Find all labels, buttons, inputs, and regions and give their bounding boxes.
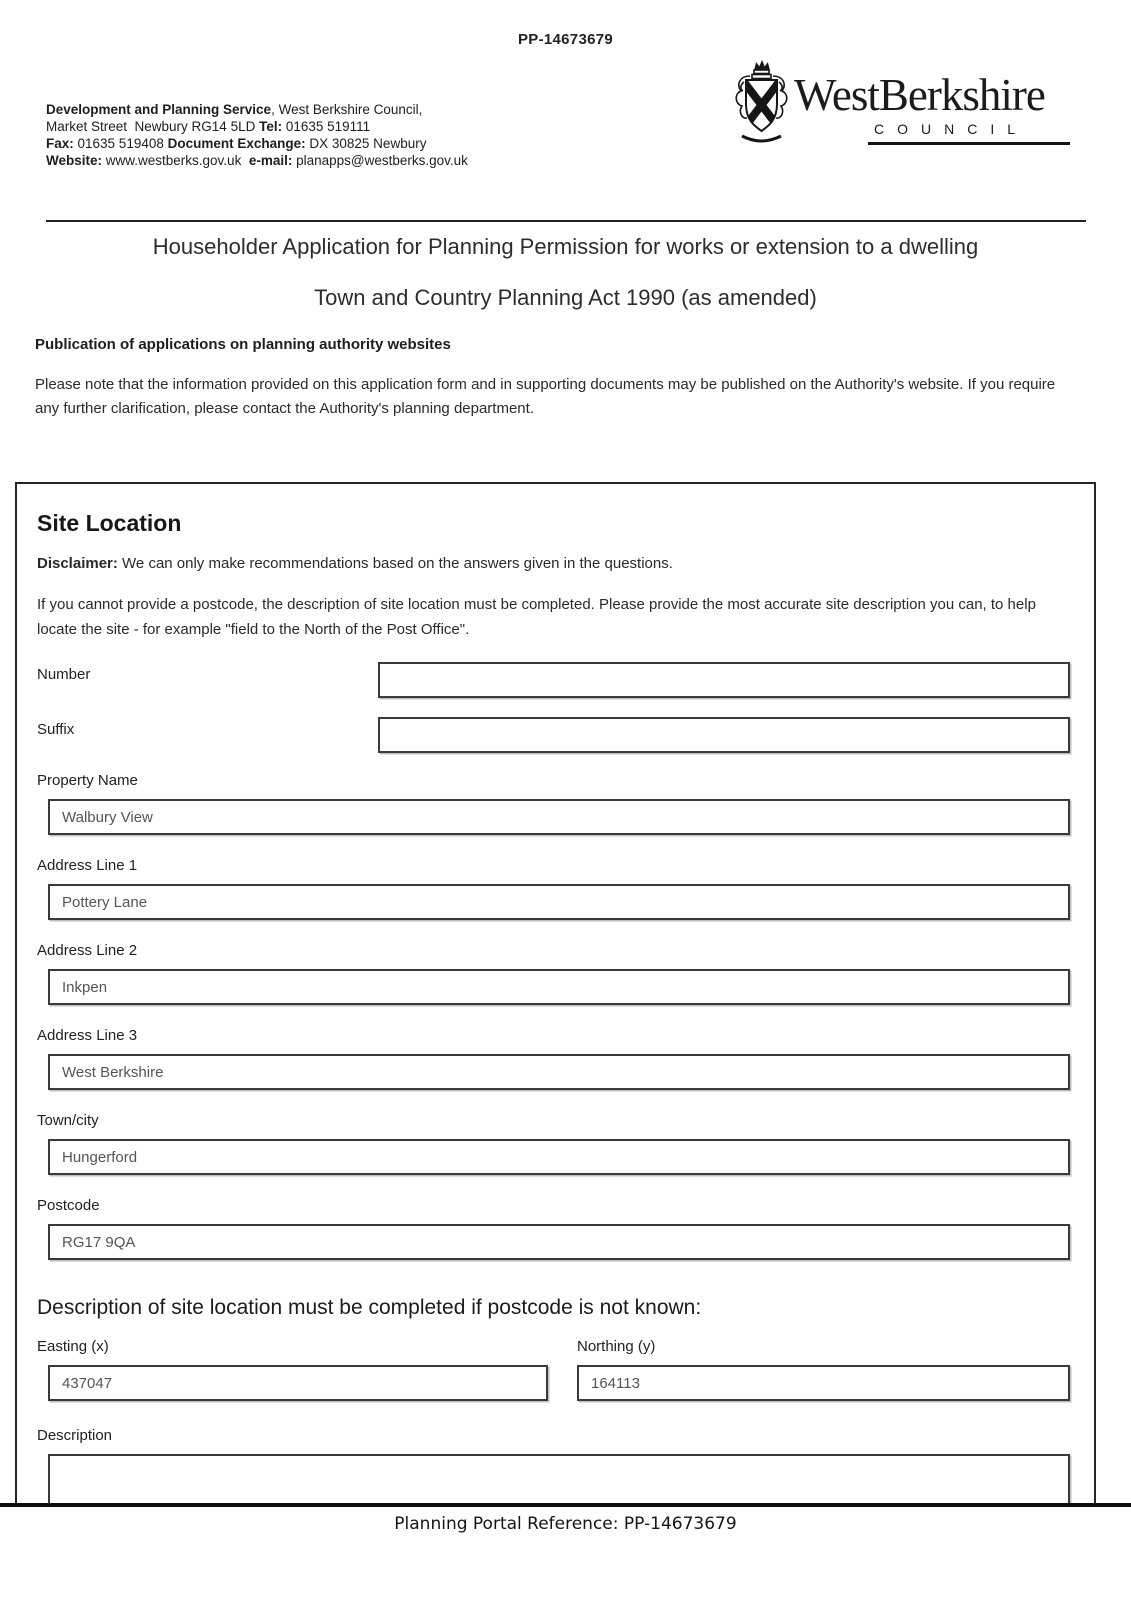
site-location-section <box>15 482 1096 1503</box>
publication-heading: Publication of applications on planning authority websites <box>35 336 451 353</box>
property-name-input[interactable] <box>48 799 1070 835</box>
council-wordmark <box>794 58 1070 145</box>
address-line-3-label: Address Line 3 <box>37 1027 138 1044</box>
address-line-2-input[interactable] <box>48 969 1070 1005</box>
contact-line-1: Development and Planning Service, West Berkshire Council, <box>46 102 423 117</box>
address-line-3-input[interactable] <box>48 1054 1070 1090</box>
planning-portal-reference-footer: Planning Portal Reference: PP-14673679 <box>394 1514 737 1534</box>
number-input[interactable] <box>378 662 1070 698</box>
publication-body: Please note that the information provided on this application form and in supporting documents may be published on the Authority's website. If you require any further clarification, please contact the Authority's planning department. <box>35 376 1056 417</box>
form-subtitle-act: Town and Country Planning Act 1990 (as amended) <box>314 285 817 310</box>
west-berkshire-council-logo <box>730 58 1070 150</box>
address-line-1-input[interactable] <box>48 884 1070 920</box>
postcode-field <box>37 1197 1070 1260</box>
contact-line-3: Fax: 01635 519408 Document Exchange: DX 30825 Newbury <box>46 136 427 151</box>
northing-field <box>577 1338 1070 1401</box>
town-city-field <box>37 1112 1070 1175</box>
disclaimer-text: Disclaimer: We can only make recommendations based on the answers given in the questions. <box>37 555 673 572</box>
description-requirement-heading: Description of site location must be completed if postcode is not known: <box>37 1296 702 1319</box>
property-name-label: Property Name <box>37 772 138 789</box>
town-city-label: Town/city <box>37 1112 99 1129</box>
town-city-input[interactable] <box>48 1139 1070 1175</box>
council-contact-block <box>46 101 606 169</box>
portal-reference-header: PP-14673679 <box>517 31 614 48</box>
site-location-heading: Site Location <box>37 510 182 536</box>
council-crest-icon <box>730 58 790 150</box>
coordinates-row <box>37 1338 1070 1401</box>
northing-input[interactable] <box>577 1365 1070 1401</box>
header-divider-line <box>46 220 1086 222</box>
description-field <box>37 1427 1070 1503</box>
number-field-row <box>37 662 1070 698</box>
address-line-1-label: Address Line 1 <box>37 857 138 874</box>
northing-label: Northing (y) <box>577 1338 656 1355</box>
suffix-field-row <box>37 717 1070 753</box>
easting-input[interactable] <box>48 1365 548 1401</box>
address-line-2-label: Address Line 2 <box>37 942 138 959</box>
easting-field <box>37 1338 548 1401</box>
property-name-field <box>37 772 1070 835</box>
page-bottom-divider <box>0 1503 1131 1507</box>
contact-line-2: Market Street Newbury RG14 5LD Tel: 01635 519111 <box>46 119 371 134</box>
address-line-2-field <box>37 942 1070 1005</box>
postcode-label: Postcode <box>37 1197 100 1214</box>
description-label: Description <box>37 1427 113 1444</box>
address-line-1-field <box>37 857 1070 920</box>
postcode-input[interactable] <box>48 1224 1070 1260</box>
description-textarea[interactable] <box>48 1454 1070 1503</box>
site-location-intro: If you cannot provide a postcode, the description of site location must be completed. Please provide the most accurate site description you can, to help locate the site - for example "field to the North of the Post Office". <box>37 596 1036 638</box>
easting-label: Easting (x) <box>37 1338 109 1355</box>
council-subtitle-text: COUNCIL <box>868 118 1070 145</box>
address-line-3-field <box>37 1027 1070 1090</box>
council-name-text: WestBerkshire <box>794 70 1045 120</box>
number-label: Number <box>37 666 91 683</box>
contact-line-4: Website: www.westberks.gov.uk e-mail: planapps@westberks.gov.uk <box>46 153 468 168</box>
suffix-input[interactable] <box>378 717 1070 753</box>
form-title: Householder Application for Planning Permission for works or extension to a dwelling <box>152 234 979 259</box>
suffix-label: Suffix <box>37 721 75 738</box>
